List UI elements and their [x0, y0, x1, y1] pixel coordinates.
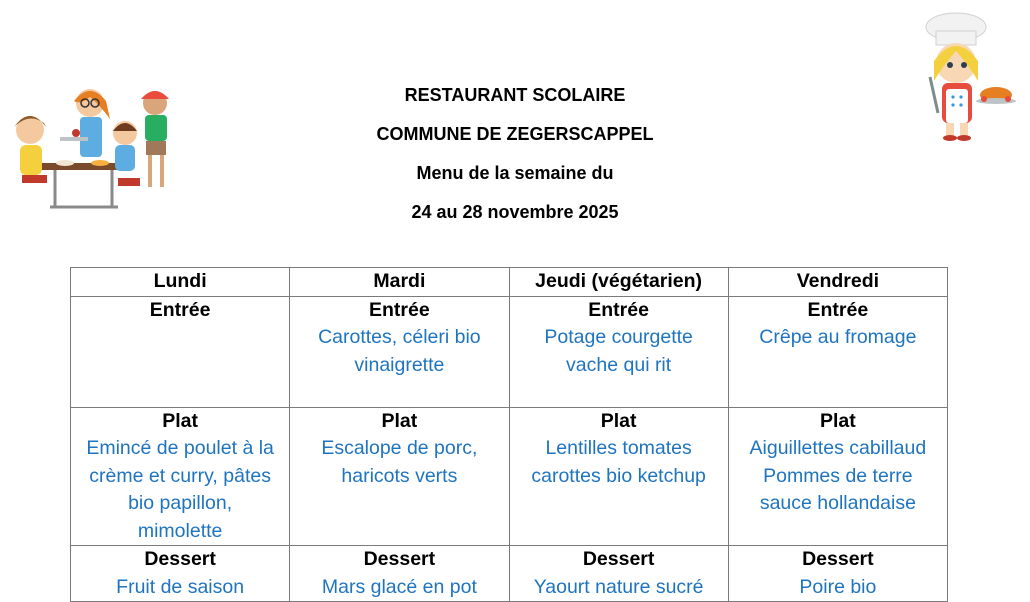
dish-line: Mars glacé en pot — [321, 575, 477, 598]
dish-line: Aiguillettes cabillaud — [749, 437, 927, 459]
entree-row — [71, 296, 948, 407]
dish-line: Lentilles tomates — [545, 437, 692, 459]
dish-line: Escalope de porc, — [321, 437, 478, 459]
menu-title-block — [300, 80, 730, 236]
entree-cell-vendredi — [728, 296, 947, 407]
course-label: Entrée — [807, 298, 869, 321]
plat-cell-lundi — [71, 407, 290, 546]
course-label: Entrée — [149, 298, 211, 321]
children-eating-illustration — [0, 75, 195, 215]
course-label: Entrée — [369, 298, 430, 321]
chef-girl-illustration — [908, 5, 1018, 145]
course-label: Plat — [162, 409, 198, 432]
commune-title: COMMUNE DE ZEGERSCAPPEL — [376, 124, 654, 144]
day-header-jeudi: Jeudi (végétarien) — [509, 268, 728, 297]
dish-line: Crêpe au fromage — [759, 326, 917, 348]
day-header-lundi: Lundi — [71, 268, 290, 297]
restaurant-title: RESTAURANT SCOLAIRE — [404, 85, 626, 105]
course-label: Plat — [381, 409, 418, 432]
dish-line: vache qui rit — [566, 353, 672, 376]
entree-cell-mardi — [290, 296, 509, 407]
dessert-cell-lundi — [71, 546, 290, 602]
dish-line: Pommes de terre — [763, 464, 913, 487]
course-label: Dessert — [582, 548, 655, 570]
dish-line: crème et curry, pâtes — [89, 464, 271, 487]
dish-line: vinaigrette — [354, 353, 445, 376]
dessert-cell-jeudi — [509, 546, 728, 602]
dessert-cell-mardi — [290, 546, 509, 602]
plat-cell-vendredi — [728, 407, 947, 546]
week-label: Menu de la semaine du — [416, 163, 614, 183]
plat-cell-jeudi — [509, 407, 728, 546]
entree-cell-lundi — [71, 296, 290, 407]
course-label: Entrée — [588, 298, 649, 321]
dessert-row — [71, 546, 948, 602]
dessert-cell-vendredi — [728, 546, 947, 602]
day-header-row — [71, 268, 948, 297]
dish-line: mimolette — [137, 519, 223, 542]
day-header-vendredi: Vendredi — [728, 268, 947, 297]
plat-cell-mardi — [290, 407, 509, 546]
course-label: Dessert — [363, 548, 436, 570]
week-dates: 24 au 28 novembre 2025 — [411, 202, 619, 222]
dish-line: carottes bio ketchup — [531, 464, 706, 487]
course-label: Plat — [819, 409, 856, 432]
plat-row — [71, 407, 948, 546]
dish-line: bio papillon, — [128, 492, 233, 514]
dish-line: sauce hollandaise — [759, 492, 916, 514]
dish-line: Emincé de poulet à la — [86, 437, 274, 459]
course-label: Plat — [600, 409, 637, 432]
weekly-menu-table — [70, 267, 948, 602]
dish-line: haricots verts — [341, 464, 458, 487]
course-label: Dessert — [144, 548, 216, 570]
course-label: Dessert — [802, 548, 874, 570]
dish-line: Potage courgette — [544, 326, 693, 348]
dish-line: Poire bio — [799, 575, 877, 598]
day-header-mardi: Mardi — [290, 268, 509, 297]
dish-line: Carottes, céleri bio — [318, 326, 481, 348]
entree-cell-jeudi — [509, 296, 728, 407]
dish-line: Yaourt nature sucré — [533, 575, 704, 598]
dish-line: Fruit de saison — [116, 575, 245, 598]
